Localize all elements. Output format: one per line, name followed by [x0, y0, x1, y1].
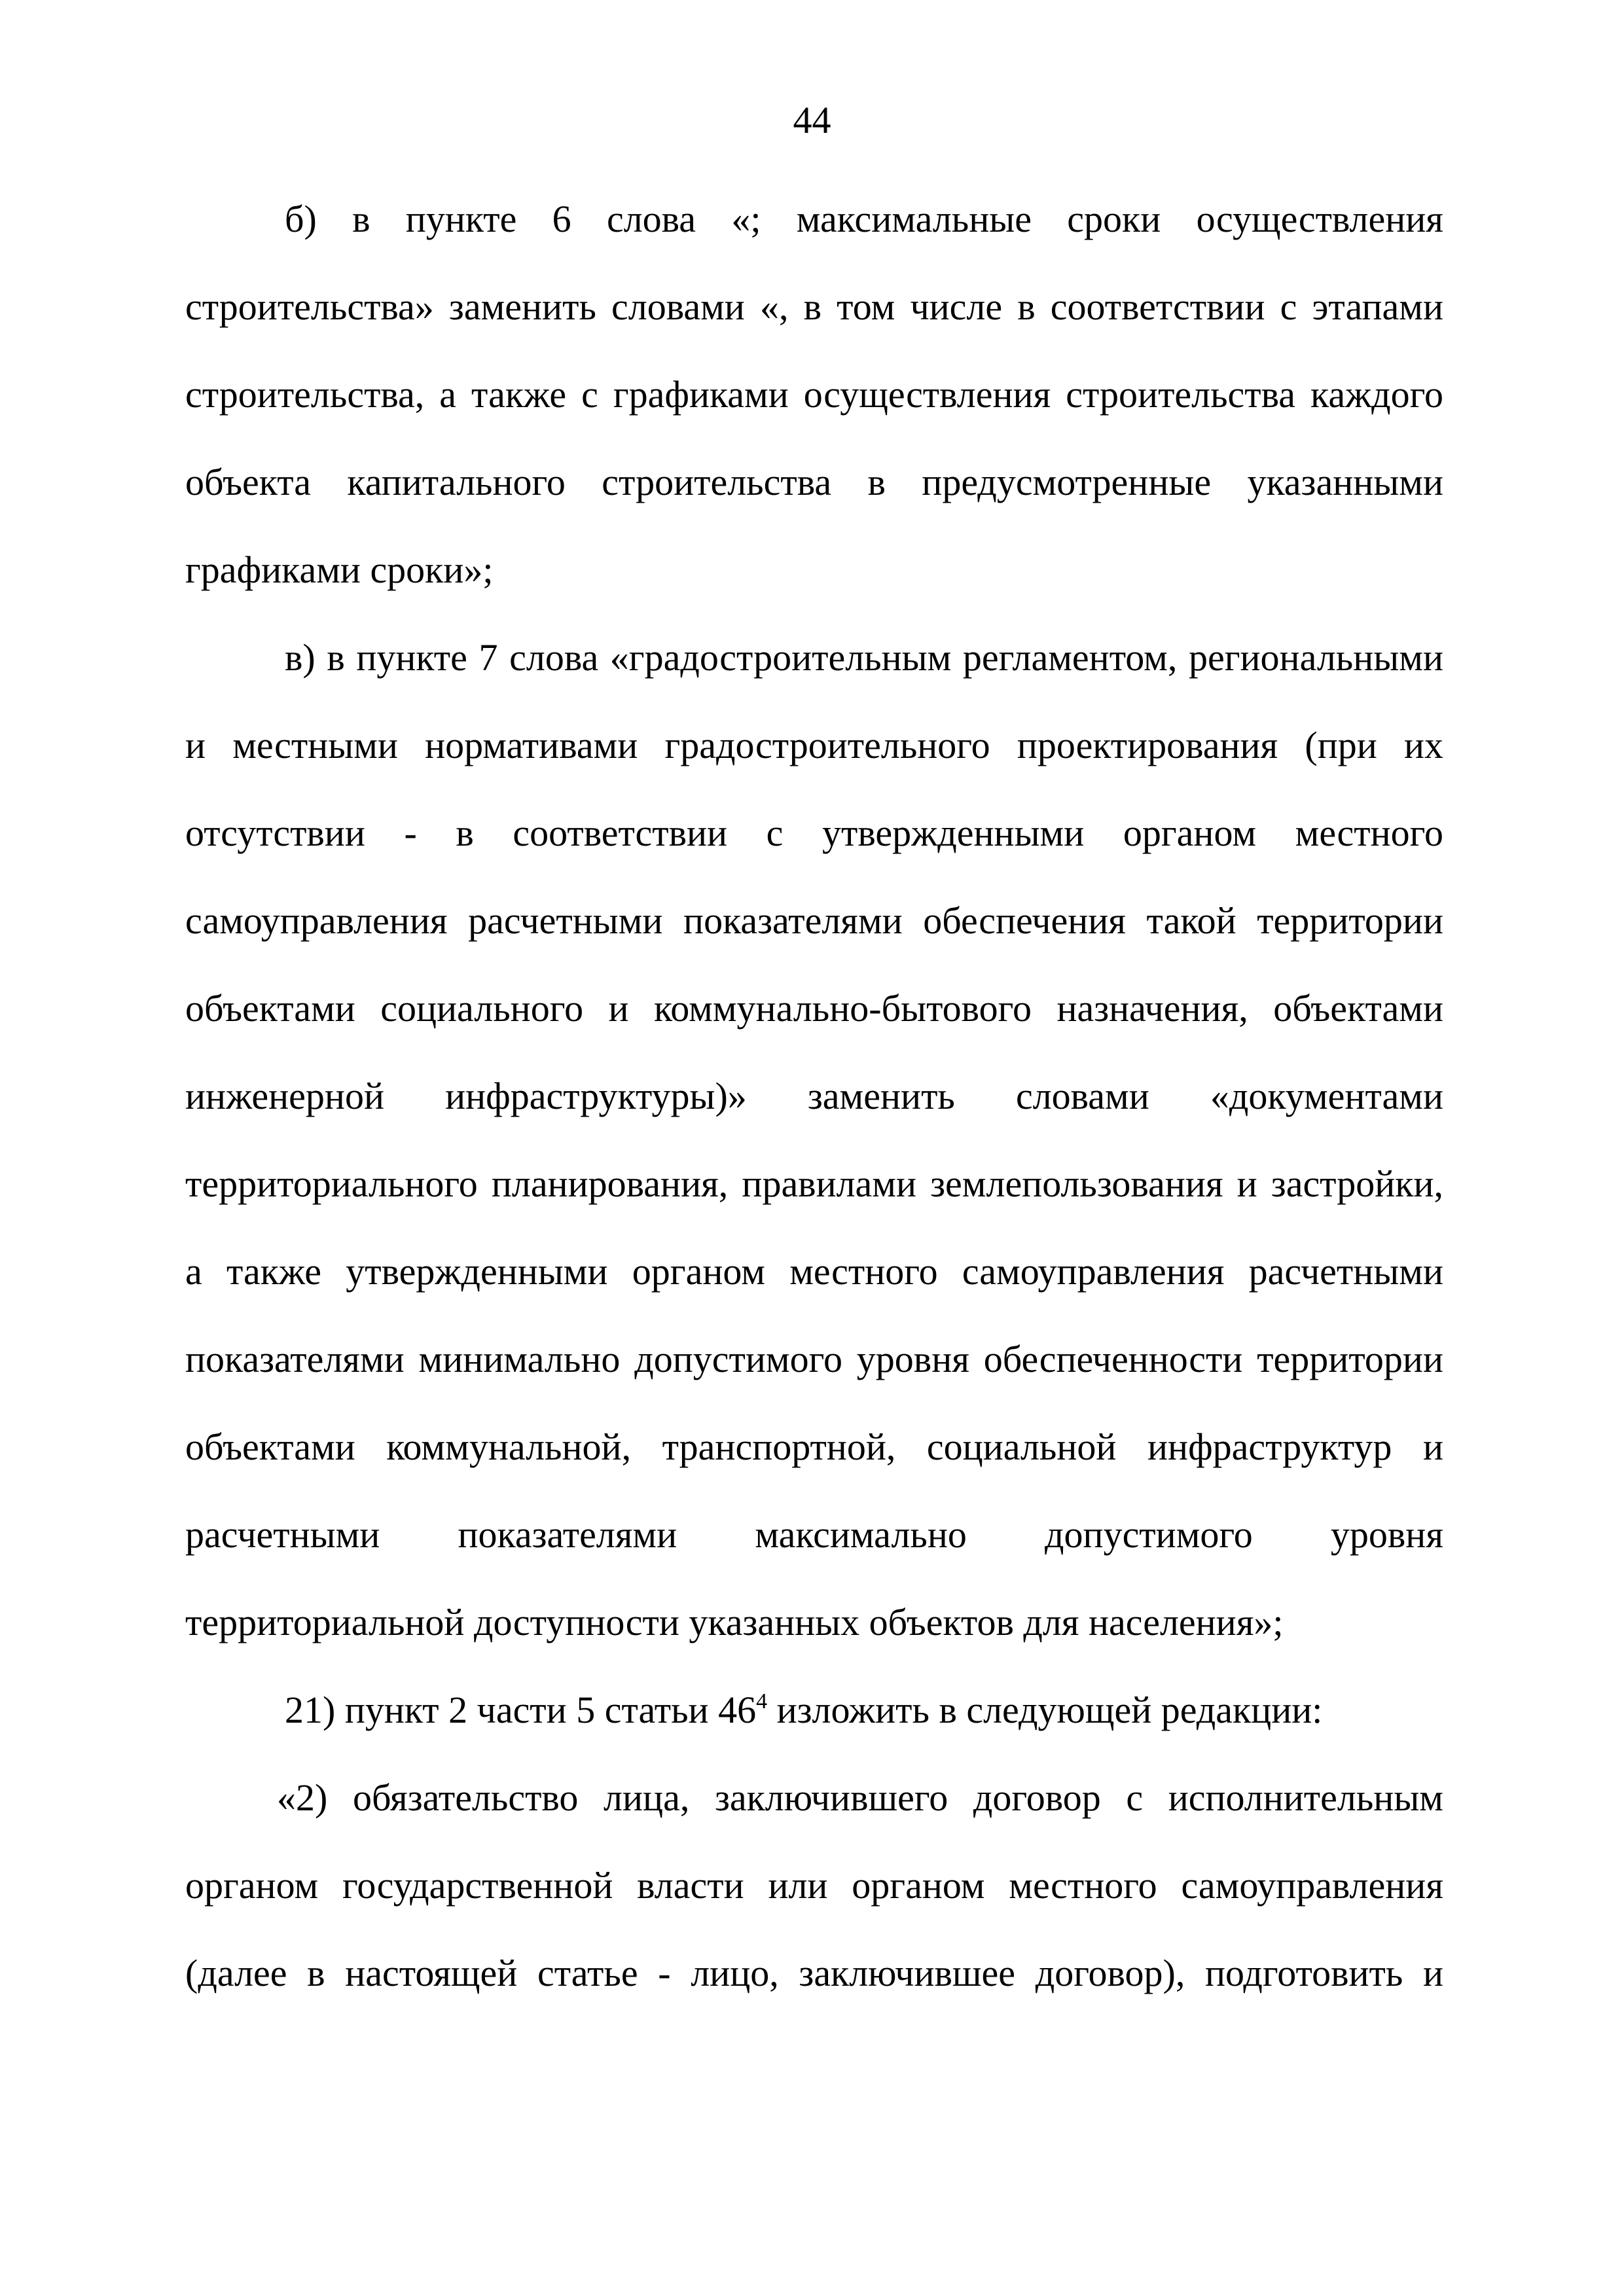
text-line: показателями минимально допустимого уровня обеспеченности территории [185, 1338, 1443, 1380]
article-superscript: 4 [756, 1689, 768, 1713]
text-line: объектами коммунальной, транспортной, социальной инфраструктур и [185, 1426, 1443, 1468]
text-line: самоуправления расчетными показателями обеспечения такой территории [185, 899, 1443, 942]
text-line: б) в пункте 6 слова «; максимальные сроки осуществления [285, 198, 1443, 240]
text-line: и местными нормативами градостроительного проектирования (при их [185, 724, 1443, 766]
text-line: строительства, а также с графиками осуществления строительства каждого [185, 373, 1443, 416]
text-line: а также утвержденными органом местного самоуправления расчетными [185, 1250, 1443, 1293]
text-line: (далее в настоящей статье - лицо, заключившее договор), подготовить и [185, 1952, 1443, 1994]
text-line: «2) обязательство лица, заключившего договор с исполнительным [277, 1776, 1443, 1819]
text-line: органом государственной власти или органом местного самоуправления [185, 1864, 1443, 1907]
text-line: расчетными показателями максимально допустимого уровня [185, 1513, 1443, 1556]
text-line: графиками сроки»; [185, 548, 494, 591]
text-line: строительства» заменить словами «, в том числе в соответствии с этапами [185, 285, 1443, 328]
paragraph-v [185, 614, 1443, 1666]
text-line: инженерной инфраструктуры)» заменить словами «документами [185, 1075, 1443, 1117]
paragraph-b [185, 175, 1443, 614]
item-21-text-end: изложить в следующей редакции: [767, 1689, 1323, 1731]
text-line [185, 1666, 1443, 1754]
paragraph-21 [185, 1666, 1443, 1754]
page-number: 44 [793, 99, 831, 141]
text-line: территориального планирования, правилами землепользования и застройки, [185, 1162, 1443, 1205]
text-line: отсутствии - в соответствии с утвержденными органом местного [185, 812, 1443, 854]
text-line: территориальной доступности указанных объектов для населения»; [185, 1601, 1284, 1643]
item-21-text: 21) пункт 2 части 5 статьи 46 [285, 1689, 757, 1731]
text-line: объектами социального и коммунально-бытового назначения, объектами [185, 987, 1443, 1030]
document-body [185, 175, 1443, 2017]
paragraph-quote-2 [185, 1754, 1443, 2017]
text-line: объекта капитального строительства в предусмотренные указанными [185, 461, 1443, 503]
text-line: в) в пункте 7 слова «градостроительным регламентом, региональными [285, 636, 1443, 679]
